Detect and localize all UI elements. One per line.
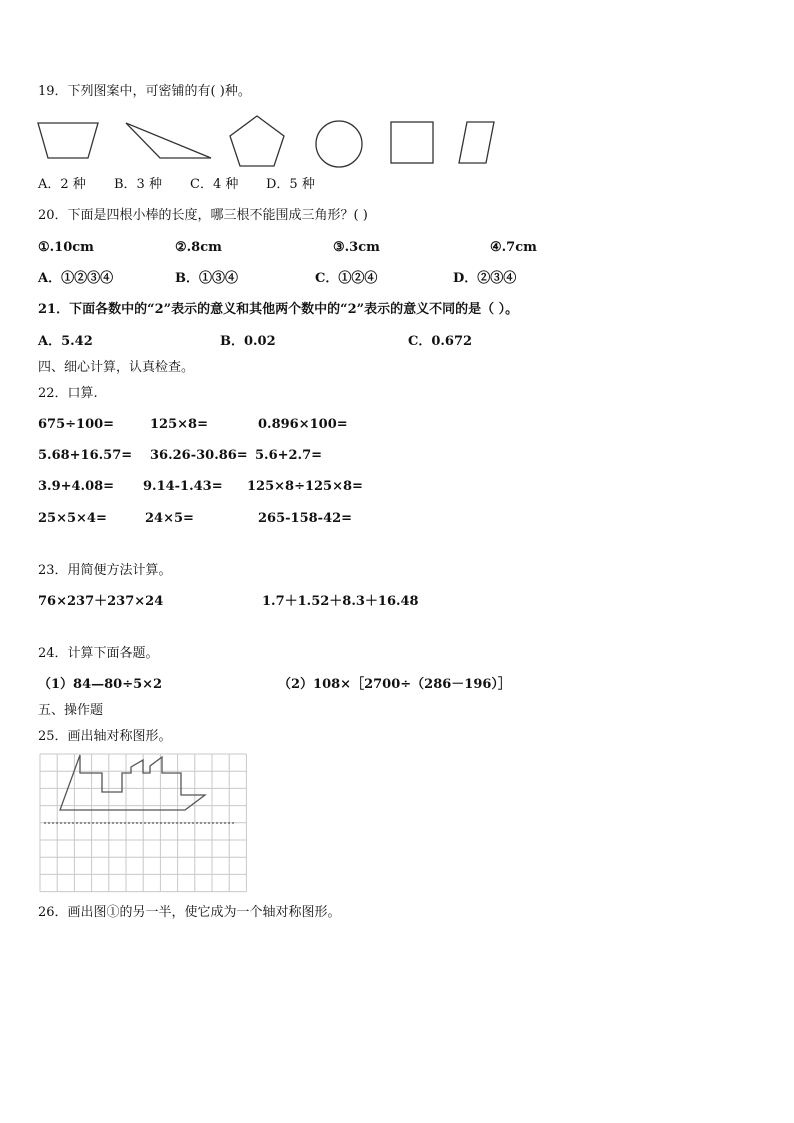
calc-r1-c1: 675÷100=	[38, 417, 115, 432]
q21-option-c[interactable]: C．0.672	[408, 334, 473, 349]
q19-option-c[interactable]: C．4 种	[190, 177, 239, 192]
q23-item-2: 1.7＋1.52＋8.3＋16.48	[262, 594, 419, 609]
q20-stick-4: ④.7cm	[490, 240, 537, 255]
q21-text: 21．下面各数中的“2”表示的意义和其他两个数中的“2”表示的意义不同的是（ ）。	[38, 302, 519, 317]
section-five-heading: 五、操作题	[38, 703, 104, 718]
calc-r3-c2: 9.14-1.43=	[143, 479, 223, 494]
grid-lines	[40, 754, 246, 892]
calc-r3-c1: 3.9+4.08=	[38, 479, 115, 494]
q24-text: 24．计算下面各题。	[38, 646, 159, 661]
q25-text: 25．画出轴对称图形。	[38, 729, 172, 744]
q24-item-2: （2）108×［2700÷（286－196）］	[278, 677, 511, 692]
calc-r4-c2: 24×5=	[145, 511, 194, 526]
section-four-heading: 四、细心计算，认真检查。	[38, 360, 195, 375]
q20-stick-2: ②.8cm	[175, 240, 222, 255]
calc-r4-c1: 25×5×4=	[38, 511, 107, 526]
q22-text: 22．口算.	[38, 386, 98, 401]
q20-stick-1: ①.10cm	[38, 240, 94, 255]
calc-r3-c3: 125×8÷125×8=	[247, 479, 363, 494]
calc-r4-c3: 265-158-42=	[258, 511, 353, 526]
calc-r2-c2: 36.26-30.86=	[150, 448, 248, 463]
half-shape	[60, 755, 205, 810]
calc-r1-c2: 125×8=	[150, 417, 208, 432]
calc-r2-c1: 5.68+16.57=	[38, 448, 133, 463]
q20-option-d[interactable]: D．②③④	[453, 271, 517, 286]
q20-stick-3: ③.3cm	[333, 240, 380, 255]
q23-item-1: 76×237＋237×24	[38, 594, 164, 609]
calc-r1-c3: 0.896×100=	[258, 417, 348, 432]
q24-item-1: （1）84—80÷5×2	[38, 677, 163, 692]
q21-option-a[interactable]: A．5.42	[38, 334, 93, 349]
calc-r2-c3: 5.6+2.7=	[255, 448, 323, 463]
q20-option-c[interactable]: C．①②④	[315, 271, 378, 286]
q20-option-a[interactable]: A．①②③④	[38, 271, 114, 286]
q23-text: 23．用简便方法计算。	[38, 563, 172, 578]
q19-option-d[interactable]: D．5 种	[266, 177, 315, 192]
q19-option-a[interactable]: A．2 种	[38, 177, 86, 192]
q19-text: 19．下列图案中，可密铺的有( )种。	[38, 84, 251, 99]
q21-option-b[interactable]: B．0.02	[220, 334, 276, 349]
q26-text: 26．画出图①的另一半，使它成为一个轴对称图形。	[38, 905, 341, 920]
q19-option-b[interactable]: B．3 种	[114, 177, 162, 192]
q20-option-b[interactable]: B．①③④	[175, 271, 238, 286]
q20-text: 20．下面是四根小棒的长度，哪三根不能围成三角形？( )	[38, 208, 368, 223]
